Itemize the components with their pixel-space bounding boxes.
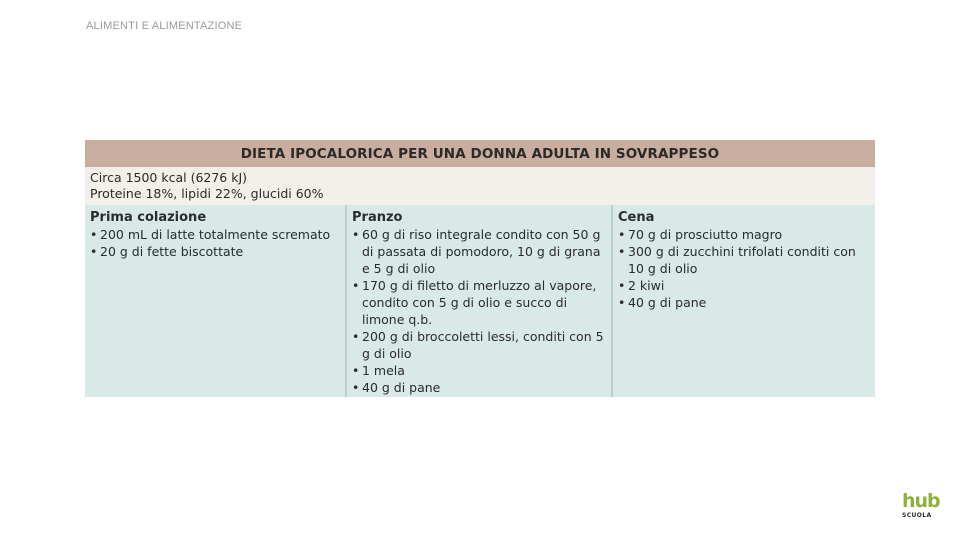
meals-row [85,205,875,397]
logo-sub-text: SCUOLA [902,512,932,519]
list-item: • 70 g di prosciutto magro [618,226,869,243]
hub-scuola-logo [902,492,942,522]
meal-items [352,226,605,396]
table-header: DIETA IPOCALORICA PER UNA DONNA ADULTA IN SOVRAPPESO [85,140,875,167]
meal-dinner [613,205,875,397]
list-item: • 300 g di zucchini trifolati conditi con 10 g di olio [618,243,869,277]
slide-title: ALIMENTI E ALIMENTAZIONE [86,20,243,32]
list-item: • 1 mela [352,362,605,379]
list-item: • 20 g di fette biscottate [90,243,339,260]
list-item: • 200 mL di latte totalmente scremato [90,226,339,243]
list-item: • 2 kiwi [618,277,869,294]
summary-kcal: Circa 1500 kcal (6276 kJ) [90,170,248,185]
meal-title: Pranzo [352,210,403,225]
list-item: • 60 g di riso integrale condito con 50 g di passata di pomodoro, 10 g di grana e 5 g di olio [352,226,605,277]
meal-lunch [347,205,613,397]
list-item: • 200 g di broccoletti lessi, conditi con 5 g di olio [352,328,605,362]
list-item: • 40 g di pane [352,379,605,396]
logo-main-text: hub [902,490,940,512]
meal-title: Cena [618,210,655,225]
meal-items [90,226,339,260]
list-item: • 40 g di pane [618,294,869,311]
calorie-summary [85,167,875,205]
meal-items [618,226,869,311]
meal-breakfast [85,205,347,397]
list-item: • 170 g di filetto di merluzzo al vapore, condito con 5 g di olio e succo di limone q.b. [352,277,605,328]
summary-macros: Proteine 18%, lipidi 22%, glucidi 60% [90,186,324,201]
diet-table [85,140,875,397]
meal-title: Prima colazione [90,210,207,225]
